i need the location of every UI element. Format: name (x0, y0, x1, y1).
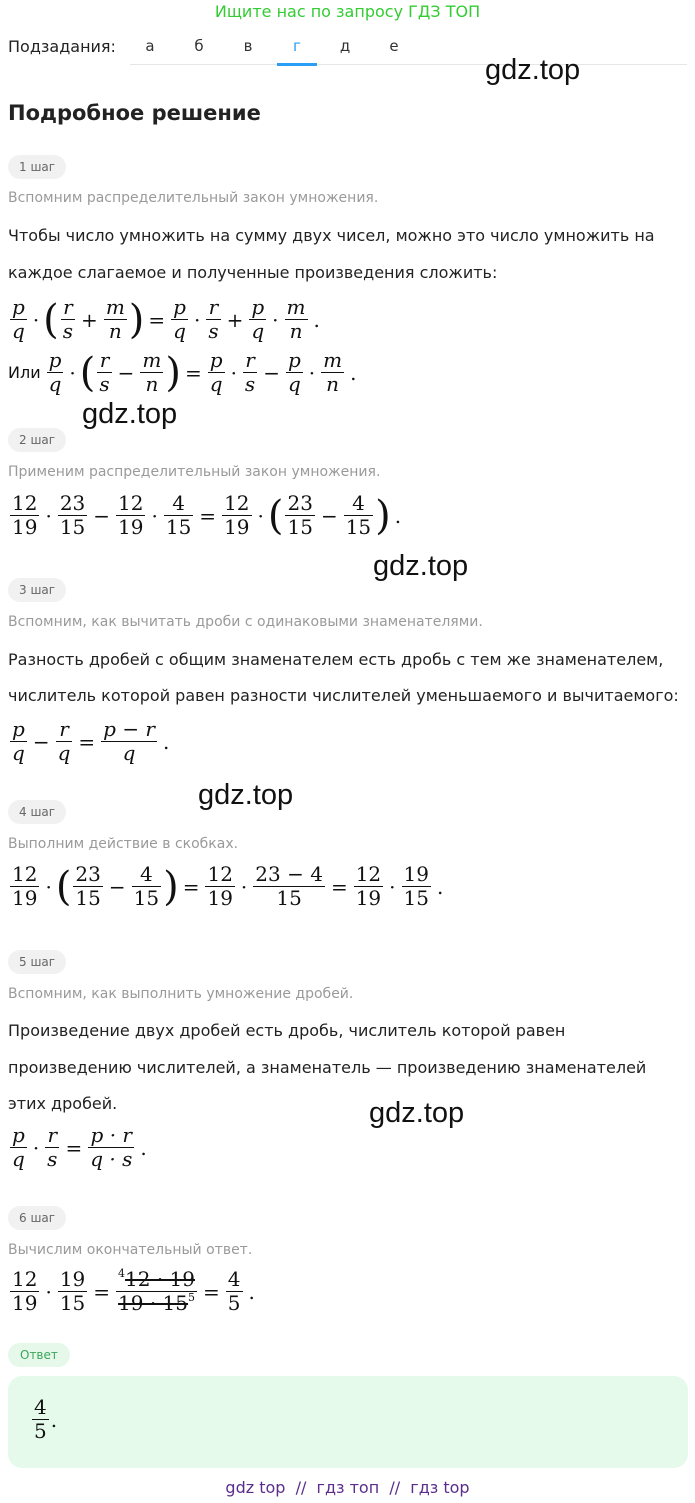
step-text: числитель которой равен разности числителей уменьшаемого и вычитаемого: (8, 686, 679, 705)
step-text: Чтобы число умножить на сумму двух чисел, можно это число умножить на (8, 226, 655, 245)
step-hint-4: Выполним действие в скобках. (8, 836, 239, 852)
formula-distributive-sum: $\frac{p}{q}$ · ( $\frac{r}{s}$ + $\frac{m}{n}$ ) = $\frac{p}{q}$ · $\frac{r}{s}$ + $\frac{p}{q}$ · $\frac{m}{n}$ . (12, 295, 320, 343)
tab-a[interactable]: а (145, 37, 155, 55)
formula-step-4: $\frac{12}{19}$ · ( $\frac{23}{15}$ − $\frac{4}{15}$ ) = $\frac{12}{19}$ · $\frac{23 - 4}{15}$ = $\frac{12}{19}$ · $\frac{19}{15}$ . (12, 862, 444, 910)
step-text: каждое слагаемое и полученные произведения сложить: (8, 263, 498, 282)
page-title: Подробное решение (8, 101, 261, 125)
answer-box (8, 1376, 688, 1468)
step-hint-2: Применим распределительный закон умножения. (8, 464, 381, 480)
tab-b[interactable]: б (194, 37, 204, 55)
answer-fraction: $\frac{4}{5}$ . (34, 1395, 58, 1443)
watermark: gdz.top (198, 779, 294, 811)
tab-v[interactable]: в (243, 37, 253, 55)
active-tab-indicator (277, 63, 317, 66)
subtasks-label: Подзадания: (8, 37, 116, 56)
tab-e[interactable]: е (389, 37, 399, 55)
tab-g[interactable]: г (293, 37, 301, 55)
watermark: gdz.top (485, 54, 581, 86)
step-text: Произведение двух дробей есть дробь, числитель которой равен (8, 1021, 566, 1040)
formula-distributive-difference: Или $\frac{p}{q}$ · ( $\frac{r}{s}$ − $\frac{m}{n}$ ) = $\frac{p}{q}$ · $\frac{r}{s}$ − $\frac{p}{q}$ · $\frac{m}{n}$ . (8, 348, 357, 396)
step-hint-1: Вспомним распределительный закон умножения. (8, 190, 379, 206)
step-text: произведению числителей, а знаменатель — произведению знаменателей (8, 1058, 647, 1077)
step-badge-4: 4 шаг (8, 800, 66, 824)
answer-badge: Ответ (8, 1343, 70, 1367)
step-badge-1: 1 шаг (8, 155, 66, 179)
formula-step-2: $\frac{12}{19}$ · $\frac{23}{15}$ − $\frac{12}{19}$ · $\frac{4}{15}$ = $\frac{12}{19}$ · ( $\frac{23}{15}$ − $\frac{4}{15}$ ) . (12, 491, 402, 539)
watermark: gdz.top (373, 550, 469, 582)
step-badge-3: 3 шаг (8, 578, 66, 602)
watermark: gdz.top (369, 1097, 465, 1129)
step-badge-6: 6 шаг (8, 1206, 66, 1230)
tab-d[interactable]: д (339, 37, 351, 55)
step-hint-3: Вспомним, как вычитать дроби с одинаковыми знаменателями. (8, 614, 483, 630)
step-hint-5: Вспомним, как выполнить умножение дробей. (8, 986, 354, 1002)
step-text: Разность дробей с общим знаменателем есть дробь с тем же знаменателем, (8, 650, 664, 669)
footer-links[interactable]: gdz top // гдз топ // гдз top (225, 1478, 470, 1497)
formula-step-6: $\frac{12}{19}$ · $\frac{19}{15}$ = $\frac{^412 \cdot 19}{19 \cdot 15^5}$ = $\frac{4}{5}$ . (12, 1267, 255, 1315)
step-badge-5: 5 шаг (8, 950, 66, 974)
formula-fraction-difference: $\frac{p}{q}$ − $\frac{r}{q}$ = $\frac{p - r}{q}$ . (12, 717, 170, 765)
formula-fraction-product: $\frac{p}{q}$ · $\frac{r}{s}$ = $\frac{p \cdot r}{q \cdot s}$ . (12, 1123, 147, 1171)
step-text: этих дробей. (8, 1094, 118, 1113)
watermark: gdz.top (82, 398, 178, 430)
step-hint-6: Вычислим окончательный ответ. (8, 1242, 253, 1258)
search-banner: Ищите нас по запросу ГДЗ ТОП (214, 2, 481, 21)
tabs-divider (130, 64, 687, 65)
step-badge-2: 2 шаг (8, 428, 66, 452)
